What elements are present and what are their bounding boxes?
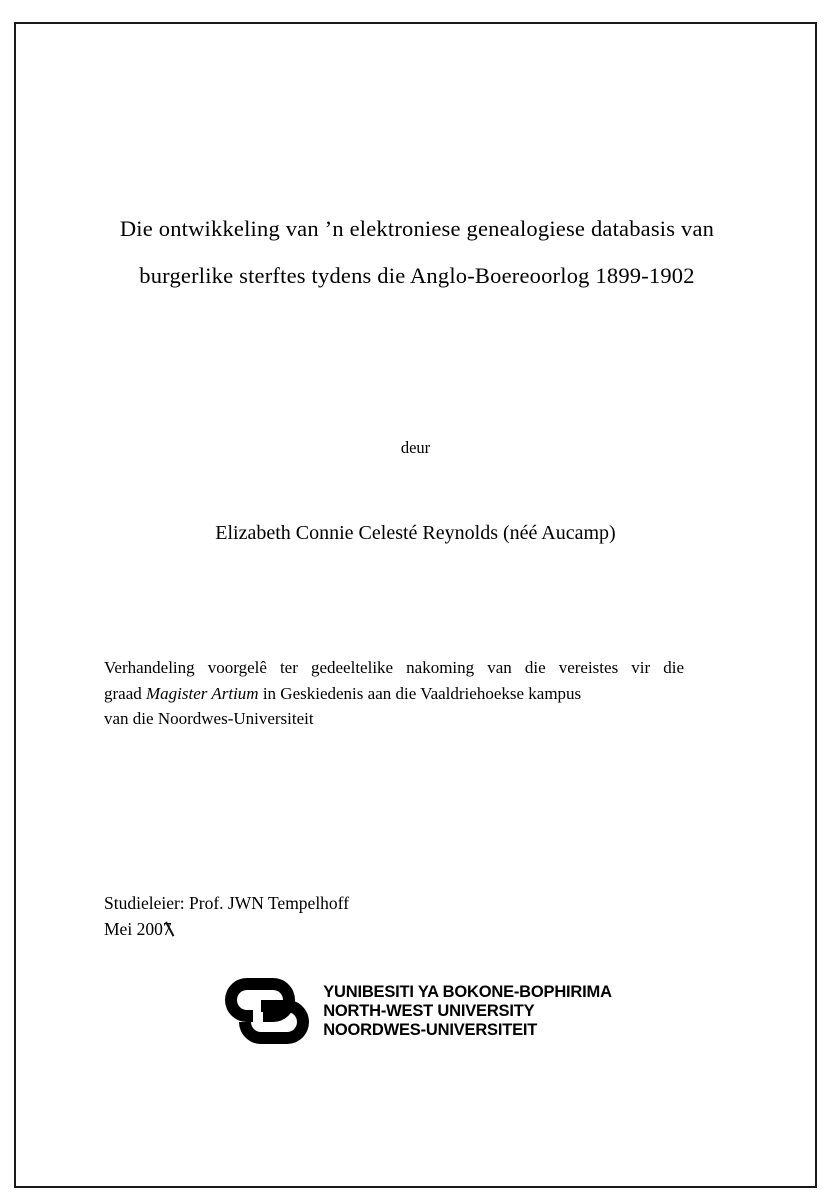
logo-text-line-2: NORTH-WEST UNIVERSITY: [323, 1001, 535, 1020]
supervisor-line: Studieleier: Prof. JWN Tempelhoff: [104, 893, 350, 913]
degree-name: Magister Artium: [146, 683, 259, 703]
logo-text-line-1: YUNIBESITI YA BOKONE-BOPHIRIMA: [323, 982, 612, 1001]
university-logo-text: [323, 983, 612, 1040]
title-line-1: Die ontwikkeling van ’n elektroniese genealogiese databasis van: [119, 216, 715, 241]
north-west-university-logo-icon: [219, 972, 315, 1050]
degree-statement-line-3: van die Noordwes-Universiteit: [104, 709, 314, 728]
degree-statement-line-2: [104, 681, 684, 707]
by-label: deur: [400, 438, 431, 457]
author-name: Elizabeth Connie Celesté Reynolds (néé Aucamp): [215, 522, 616, 544]
degree-statement-line-1: Verhandeling voorgelê ter gedeeltelike nakoming van die vereistes vir die: [104, 658, 684, 677]
date-line: Mei 2007: [104, 919, 172, 939]
title-line-2: burgerlike sterftes tydens die Anglo-Boereoorlog 1899-1902: [139, 263, 695, 288]
logo-text-line-3: NOORDWES-UNIVERSITEIT: [323, 1020, 538, 1039]
date-line-wrap: [104, 916, 172, 942]
degree-statement-line-2-prefix: graad: [104, 683, 147, 703]
degree-statement: [104, 655, 684, 732]
page-content: [62, 60, 769, 1150]
degree-statement-line-2-suffix: in Geskiedenis aan die Vaaldriehoekse kampus: [258, 683, 582, 703]
page-title: [102, 205, 732, 299]
supervisor-block: [104, 890, 604, 942]
university-logo: [62, 972, 769, 1050]
